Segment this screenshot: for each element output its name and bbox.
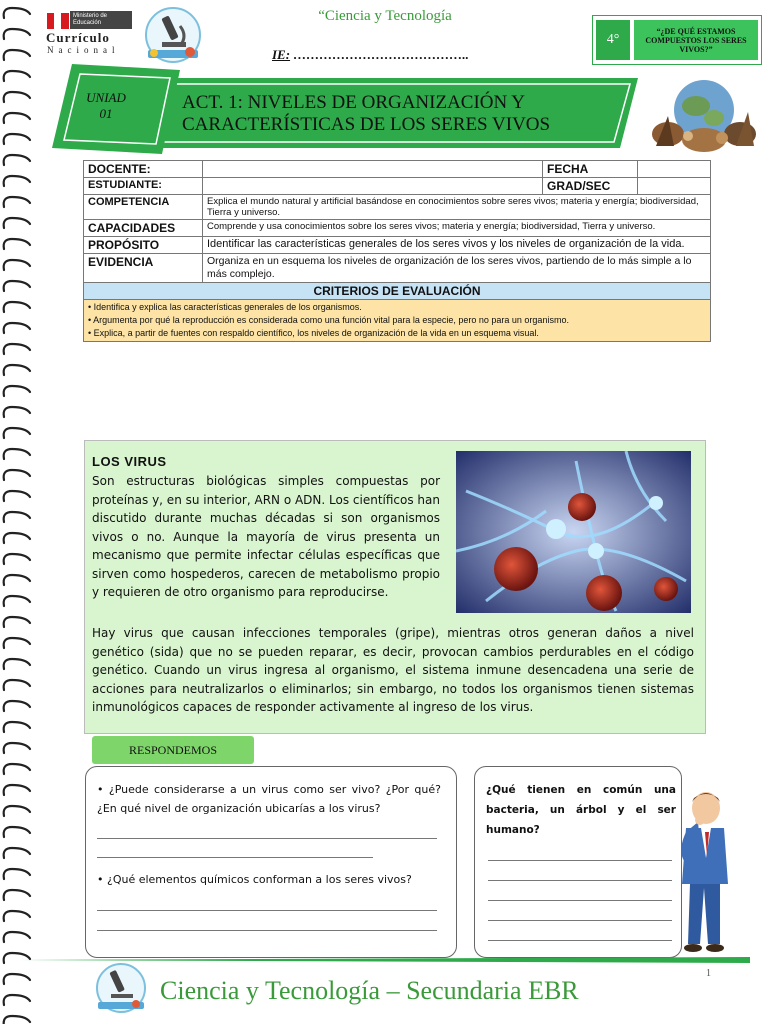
spiral-coil <box>4 701 30 711</box>
answer-line[interactable] <box>488 860 672 861</box>
spiral-coil <box>4 722 30 732</box>
microscope-logo-icon <box>140 6 206 64</box>
fecha-label: FECHA <box>543 161 638 178</box>
spiral-coil <box>4 323 30 333</box>
spiral-coil <box>4 428 30 438</box>
competencia-value: Explica el mundo natural y artificial basándose en conocimientos sobre seres vivos; materia y energía; biodiversidad, Tierra y universo. <box>203 195 711 220</box>
spiral-coil <box>4 365 30 375</box>
spiral-coil <box>4 932 30 942</box>
spiral-coil <box>4 995 30 1005</box>
page-number: 1 <box>706 968 711 979</box>
proposito-value: Identificar las características generales de los seres vivos y los niveles de organización de la vida. <box>203 237 711 254</box>
spiral-coil <box>4 113 30 123</box>
grado-label: GRAD/SEC <box>543 178 638 195</box>
capacidades-value: Comprende y usa conocimientos sobre los seres vivos; materia y energía; biodiversidad, Tierra y universo. <box>203 220 711 237</box>
activity-title-line2: CARACTERÍSTICAS DE LOS SERES VIVOS <box>182 114 551 135</box>
table-row <box>84 237 711 254</box>
spiral-coil <box>4 92 30 102</box>
reading-paragraph-1: Son estructuras biológicas simples compuestas por proteínas y, en su interior, ARN o ADN. Los científicos han discutido durante muchas décadas si son organismos vivos o no. Aunque la mayoría de virus presenta un mecanismo que permite infectar células específicas que sirven como hospederos, carecen de metabolismo propio y requieren de otro organismo para reproducirse. <box>92 474 440 599</box>
spiral-coil <box>4 386 30 396</box>
spiral-coil <box>4 638 30 648</box>
spiral-binding <box>0 0 36 1024</box>
answer-line[interactable] <box>488 920 672 921</box>
spiral-coil <box>4 743 30 753</box>
spiral-coil <box>4 239 30 249</box>
evidencia-value: Organiza en un esquema los niveles de organización de los seres vivos, partiendo de lo más simple a lo más complejo. <box>203 254 711 283</box>
estudiante-field[interactable] <box>203 178 543 195</box>
spiral-coil <box>4 659 30 669</box>
table-row <box>84 195 711 220</box>
spiral-coil <box>4 29 30 39</box>
footer-title: Ciencia y Tecnología – Secundaria EBR <box>160 976 579 1005</box>
proposito-label: PROPÓSITO <box>84 237 203 254</box>
peru-flag-icon <box>46 12 70 30</box>
spiral-coil <box>4 302 30 312</box>
table-row <box>84 283 711 300</box>
spiral-coil <box>4 134 30 144</box>
answer-line[interactable] <box>97 910 437 911</box>
spiral-coil <box>4 869 30 879</box>
respondemos-tag: RESPONDEMOS <box>92 736 254 764</box>
footer-microscope-logo-icon <box>92 962 150 1014</box>
grade-number: 4° <box>596 20 630 60</box>
question-3: ¿Qué tienen en común una bacteria, un árbol y el ser humano? <box>486 784 676 836</box>
criterio-item: • Explica, a partir de fuentes con respaldo científico, los niveles de organización de la vida en un esquema visual. <box>88 328 539 338</box>
spiral-coil <box>4 512 30 522</box>
spiral-coil <box>4 974 30 984</box>
activity-title-line1: ACT. 1: NIVELES DE ORGANIZACIÓN Y <box>182 92 526 113</box>
spiral-coil <box>4 491 30 501</box>
thinking-man-image <box>668 788 740 956</box>
estudiante-label: ESTUDIANTE: <box>84 178 203 195</box>
answer-line[interactable] <box>488 880 672 881</box>
criterios-list <box>84 300 711 342</box>
spiral-coil <box>4 554 30 564</box>
question-2: • ¿Qué elementos químicos conforman a los seres vivos? <box>97 873 412 886</box>
fecha-field[interactable] <box>638 161 711 178</box>
spiral-coil <box>4 911 30 921</box>
spiral-coil <box>4 176 30 186</box>
spiral-coil <box>4 533 30 543</box>
docente-label: DOCENTE: <box>84 161 203 178</box>
ie-line <box>272 47 469 63</box>
answer-line[interactable] <box>97 857 373 858</box>
table-row <box>84 254 711 283</box>
evidencia-label: EVIDENCIA <box>84 254 203 283</box>
spiral-coil <box>4 344 30 354</box>
spiral-coil <box>4 407 30 417</box>
course-title: “Ciencia y Tecnología <box>318 8 452 24</box>
question-1: • ¿Puede considerarse a un virus como ser vivo? ¿Por qué? ¿En qué nivel de organización ubicarías a los virus? <box>97 783 441 815</box>
competencia-label: COMPETENCIA <box>84 195 203 220</box>
spiral-coil <box>4 680 30 690</box>
reading-title: LOS VIRUS <box>92 454 167 469</box>
animals-earth-image <box>648 76 760 156</box>
spiral-coil <box>4 890 30 900</box>
unit-number: 01 <box>99 106 113 121</box>
spiral-coil <box>4 155 30 165</box>
guiding-question: “¿DE QUÉ ESTAMOS COMPUESTOS LOS SERES VIVOS?” <box>634 20 758 60</box>
grado-field[interactable] <box>638 178 711 195</box>
spiral-coil <box>4 218 30 228</box>
spiral-coil <box>4 617 30 627</box>
table-row <box>84 220 711 237</box>
spiral-coil <box>4 50 30 60</box>
spiral-coil <box>4 806 30 816</box>
unit-label <box>74 90 138 122</box>
spiral-coil <box>4 848 30 858</box>
answer-line[interactable] <box>97 838 437 839</box>
virus-neurons-image <box>456 451 691 613</box>
answer-line[interactable] <box>488 940 672 941</box>
ministerio-label: Ministerio de Educación <box>70 11 132 29</box>
spiral-coil <box>4 281 30 291</box>
spiral-coil <box>4 470 30 480</box>
docente-field[interactable] <box>203 161 543 178</box>
ie-label: IE: <box>272 47 291 62</box>
nacional-logo-text: Nacional <box>47 45 120 55</box>
table-row <box>84 300 711 342</box>
answer-line[interactable] <box>97 930 437 931</box>
activity-info-table <box>83 160 711 342</box>
curriculo-logo-text: Currículo <box>46 30 110 45</box>
spiral-coil <box>4 827 30 837</box>
answer-line[interactable] <box>488 900 672 901</box>
activity-title <box>182 92 622 136</box>
criterio-item: • Identifica y explica las características generales de los organismos. <box>88 302 362 312</box>
spiral-coil <box>4 8 30 18</box>
spiral-coil <box>4 596 30 606</box>
spiral-coil <box>4 764 30 774</box>
spiral-coil <box>4 575 30 585</box>
criterio-item: • Argumenta por qué la reproducción es considerada como una función vital para la especie, pero no para un organismo. <box>88 315 569 325</box>
criterios-header: CRITERIOS DE EVALUACIÓN <box>84 283 711 300</box>
table-row <box>84 178 711 195</box>
capacidades-label: CAPACIDADES <box>84 220 203 237</box>
spiral-coil <box>4 785 30 795</box>
spiral-coil <box>4 260 30 270</box>
unit-label-text: UNIAD <box>86 90 126 105</box>
reading-paragraph-2: Hay virus que causan infecciones temporales (gripe), mientras otros generan daños a nivel genético (sida) que no se pueden reparar, es decir, provocan cambios perdurables en el código genético. Cuando un virus ingresa al organismo, el sistema inmune desencadena una serie de acciones para neutralizarlos o eliminarlos; sin embargo, no todos los organismos tienen sistemas inmunológicos capaces de responder activamente al ingreso de los virus. <box>92 626 694 714</box>
ie-value: ………………………………….. <box>293 47 469 62</box>
spiral-coil <box>4 197 30 207</box>
table-row <box>84 161 711 178</box>
spiral-coil <box>4 449 30 459</box>
spiral-coil <box>4 71 30 81</box>
spiral-coil <box>4 1016 30 1024</box>
